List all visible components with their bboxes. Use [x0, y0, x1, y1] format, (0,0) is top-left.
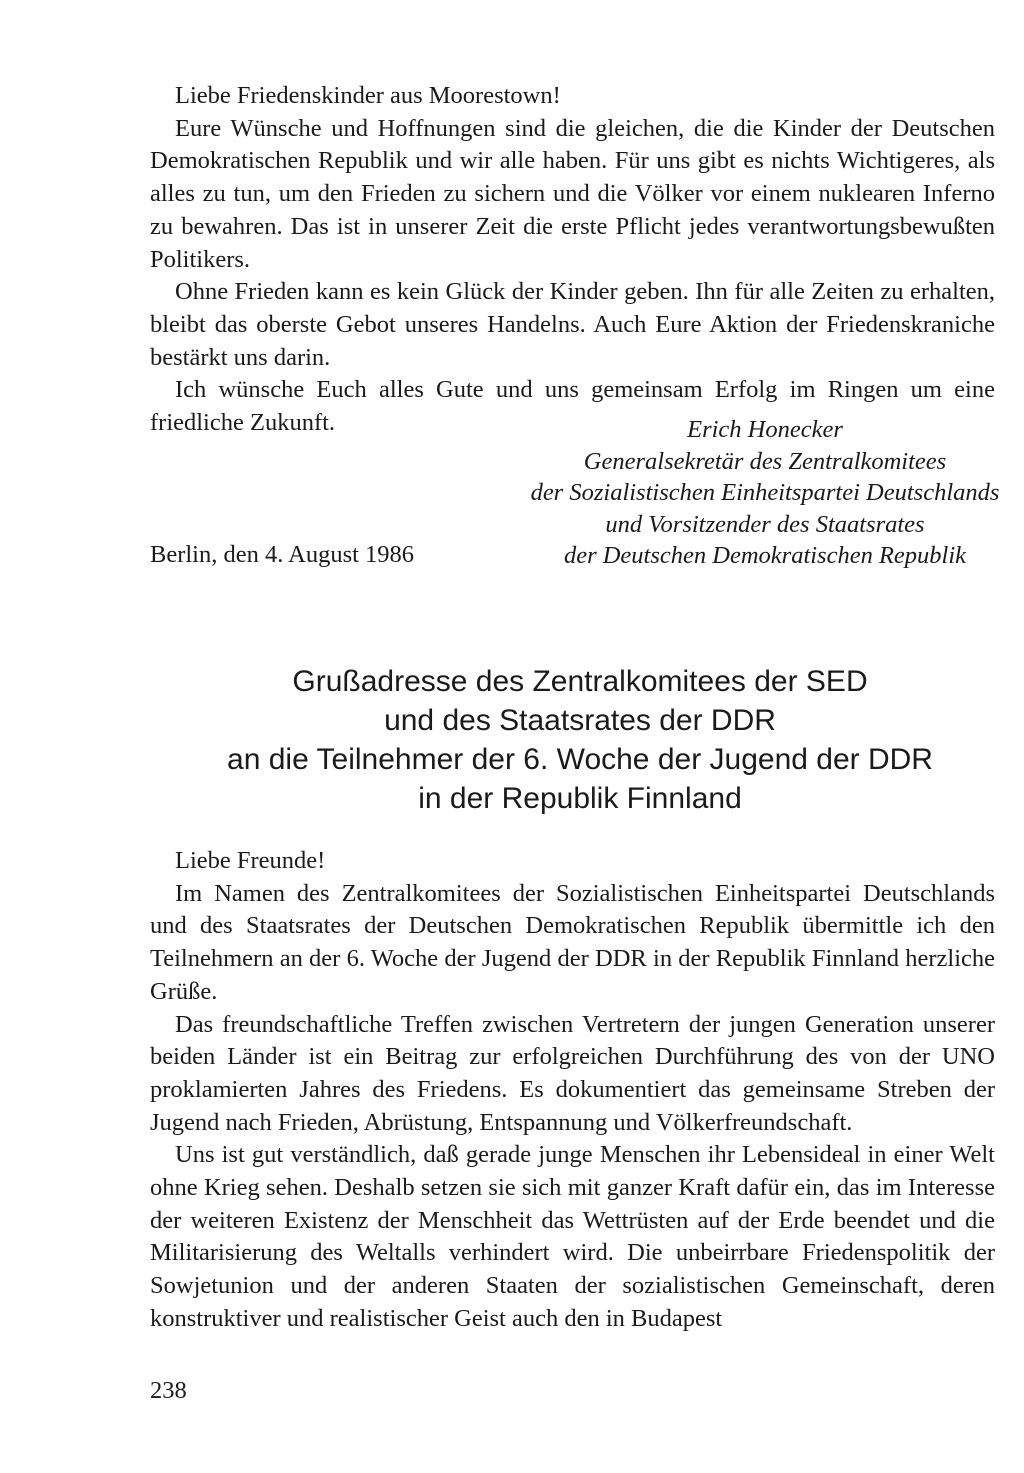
- letter1-salutation: Liebe Friedenskinder aus Moorestown!: [175, 82, 561, 109]
- signature-block: [520, 414, 1010, 572]
- section-heading: [110, 662, 1024, 818]
- heading-line-3: an die Teilnehmer der 6. Woche der Jugend der DDR: [227, 743, 933, 776]
- letter2-paragraph-1: Im Namen des Zentralkomitees der Sozialistischen Einheitspartei Deutschlands und des Staatsrates der Deutschen Demokratischen Republik übermittle ich den Teilnehmern an der 6. Woche der Jugend der DDR in der Republik Finnland herzliche Grüße.: [150, 879, 995, 1005]
- letter1-paragraph-2: Ohne Frieden kann es kein Glück der Kinder geben. Ihn für alle Zeiten zu erhalten, bleibt das oberste Gebot unseres Handelns. Auch Eure Aktion der Friedenskraniche bestärkt uns darin.: [150, 278, 995, 371]
- letter-finland: [150, 845, 995, 1336]
- heading-line-1: Grußadresse des Zentralkomitees der SED: [292, 665, 868, 698]
- letter2-paragraph-3: Uns ist gut verständlich, daß gerade junge Menschen ihr Lebensideal in einer Welt ohne Krieg sehen. Deshalb setzen sie sich mit ganzer Kraft dafür ein, das im Interesse der weiteren Existenz der Menschheit das Wettrüsten auf der Erde beendet und die Militarisierung des Weltalls verhindert wird. Die unbeirrbare Friedenspolitik der Sowjetunion und der anderen Staaten der sozialistischen Gemeinschaft, deren konstruktiver und realistischer Geist auch den in Budapest: [150, 1141, 995, 1332]
- letter-moorestown: [150, 80, 995, 440]
- signature-name: Erich Honecker: [687, 416, 843, 443]
- signature-title-4: der Deutschen Demokratischen Republik: [563, 542, 967, 569]
- signature-title-1: Generalsekretär des Zentralkomitees: [583, 447, 947, 475]
- letter2-paragraph-2: Das freundschaftliche Treffen zwischen Vertretern der jungen Generation unserer beiden Länder ist ein Beitrag zur erfolgreichen Durchführung des von der UNO proklamierten Jahres des Friedens. Es dokumentiert das gemeinsame Streben der Jugend nach Frieden, Abrüstung, Entspannung und Völkerfreundschaft.: [150, 1010, 995, 1136]
- heading-line-2: und des Staatsrates der DDR: [384, 704, 776, 737]
- signature-title-2: der Sozialistischen Einheitspartei Deutschlands: [530, 479, 1000, 506]
- place-date: Berlin, den 4. August 1986: [150, 541, 415, 568]
- signature-title-3: und Vorsitzender des Staatsrates: [605, 510, 925, 538]
- letter1-paragraph-3: Ich wünsche Euch alles Gute und uns gemeinsam Erfolg im Ringen um eine friedliche Zukunft.: [150, 376, 995, 437]
- letter2-salutation: Liebe Freunde!: [175, 847, 326, 874]
- page-number: 238: [150, 1377, 187, 1404]
- heading-line-4: in der Republik Finnland: [418, 782, 742, 815]
- letter1-paragraph-1: Eure Wünsche und Hoffnungen sind die gleichen, die die Kinder der Deutschen Demokratischen Republik und wir alle haben. Für uns gibt es nichts Wichtigeres, als alles zu tun, um den Frieden zu sichern und die Völker vor einem nuklearen Inferno zu bewahren. Das ist in unserer Zeit die erste Pflicht jedes verantwortungsbewußten Politikers.: [150, 114, 995, 273]
